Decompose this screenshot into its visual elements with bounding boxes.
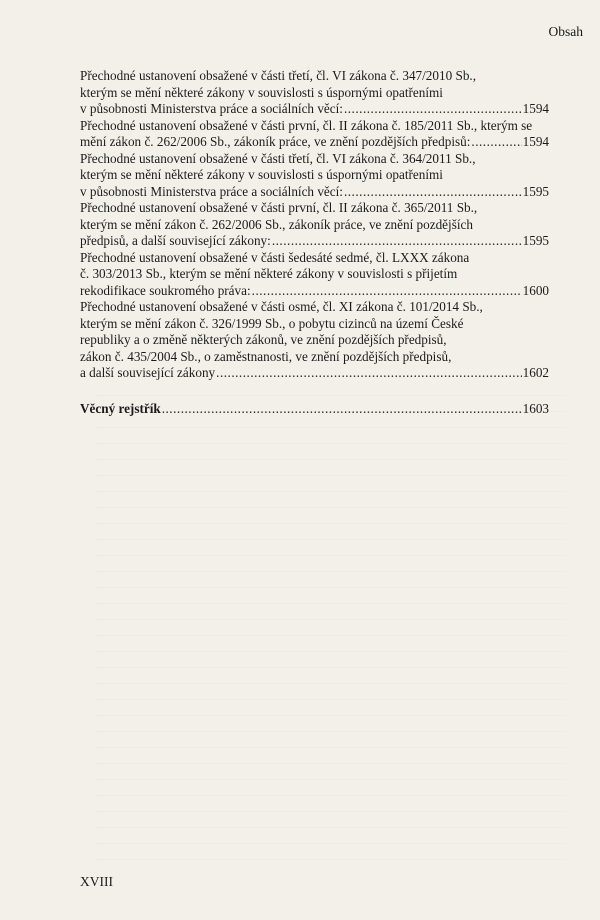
toc-entry-text: Přechodné ustanovení obsažené v části třetí, čl. VI zákona č. 347/2010 Sb., — [80, 68, 477, 83]
page-number: 1603 — [522, 400, 549, 416]
toc-entry-text: mění zákon č. 262/2006 Sb., zákoník práce, ve znění pozdějších předpisů: — [80, 134, 471, 149]
toc-entry-index[interactable] — [80, 401, 549, 418]
toc-entry-text: Přechodné ustanovení obsažené v části šedesáté sedmé, čl. LXXX zákona — [80, 249, 470, 265]
toc-entry-text: předpisů, a další související zákony: — [80, 233, 271, 248]
running-head: Obsah — [548, 24, 583, 39]
page-number: 1594 — [522, 101, 549, 116]
toc-entry[interactable] — [80, 299, 549, 382]
show-through-background — [96, 380, 566, 860]
page-number: 1595 — [522, 233, 549, 248]
toc-entry-text: v působnosti Ministerstva práce a sociálních věcí: — [80, 101, 343, 116]
dot-leader — [216, 365, 521, 382]
table-of-contents — [80, 68, 549, 417]
page-number: 1594 — [522, 134, 549, 149]
toc-entry[interactable] — [80, 151, 549, 201]
page-number: 1595 — [522, 183, 549, 199]
toc-entry-text: kterým se mění zákon č. 326/1999 Sb., o pobytu cizinců na území České — [80, 315, 464, 331]
dot-leader — [252, 283, 522, 300]
toc-entry-text: Přechodné ustanovení obsažené v části osmé, čl. XI zákona č. 101/2014 Sb., — [80, 299, 483, 314]
page-number: 1600 — [522, 282, 549, 298]
index-entry-label: Věcný rejstřík — [80, 400, 161, 416]
toc-entry-text: Přechodné ustanovení obsažené v části třetí, čl. VI zákona č. 364/2011 Sb., — [80, 150, 476, 166]
dot-leader — [344, 101, 522, 118]
toc-entry-text: rekodifikace soukromého práva: — [80, 282, 251, 298]
toc-entry-text: kterým se mění zákon č. 262/2006 Sb., zákoník práce, ve znění pozdějších — [80, 216, 473, 232]
dot-leader — [272, 233, 522, 250]
toc-entry-text: Přechodné ustanovení obsažené v části první, čl. II zákona č. 185/2011 Sb., kterým se — [80, 117, 533, 133]
toc-entry[interactable] — [80, 118, 549, 151]
folio-page-number: XVIII — [80, 874, 113, 889]
toc-entry-text: v působnosti Ministerstva práce a sociálních věcí: — [80, 183, 343, 199]
toc-entry-text: zákon č. 435/2004 Sb., o zaměstnanosti, ve znění pozdějších předpisů, — [80, 348, 452, 364]
toc-entry[interactable] — [80, 200, 549, 250]
toc-entry[interactable] — [80, 250, 549, 300]
dot-leader — [162, 401, 522, 418]
toc-entry-text: republiky a o změně některých zákonů, ve znění pozdějších předpisů, — [80, 332, 447, 347]
toc-entry-text: Přechodné ustanovení obsažené v části první, čl. II zákona č. 365/2011 Sb., — [80, 200, 478, 215]
page-number: 1602 — [522, 365, 549, 380]
toc-entry-text: a další související zákony — [80, 365, 216, 380]
dot-leader — [471, 134, 521, 151]
toc-entry[interactable] — [80, 68, 549, 118]
toc-entry-text: kterým se mění některé zákony v souvislosti s úspornými opatřeními — [80, 84, 443, 100]
toc-entry-text: kterým se mění některé zákony v souvislosti s úspornými opatřeními — [80, 167, 443, 182]
dot-leader — [344, 184, 522, 201]
toc-entry-text: č. 303/2013 Sb., kterým se mění některé zákony v souvislosti s přijetím — [80, 266, 458, 281]
